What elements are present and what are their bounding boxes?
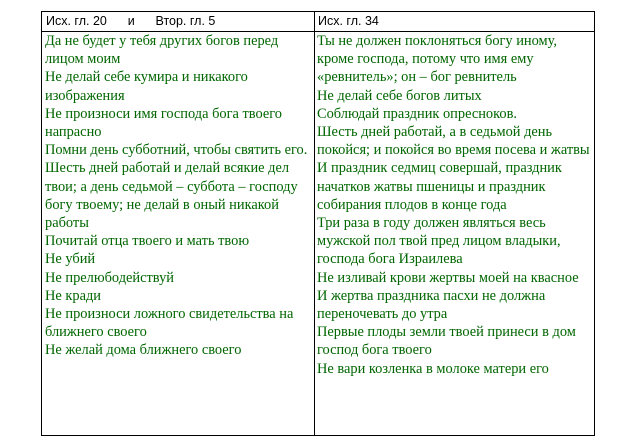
left-item: Да не будет у тебя других богов перед лицом моим <box>45 33 279 68</box>
left-item: Не кради <box>45 287 101 304</box>
left-item: Не желай дома ближнего своего <box>45 342 242 359</box>
left-item: Не убий <box>45 251 96 268</box>
right-item: Не делай себе богов литых <box>317 87 482 104</box>
left-item: Почитай отца твоего и мать твою <box>45 233 250 250</box>
right-item: Не изливай крови жертвы моей на квасное <box>317 269 579 286</box>
right-item: Не вари козленка в молоке матери его <box>317 360 549 377</box>
left-item: Не произноси ложного свидетельства на ближнего своего <box>45 306 294 341</box>
left-item: Помни день субботний, чтобы святить его. Шесть дней работай и делай всякие дел твои; а день седьмой – суббота – господу богу твоему; не делай в оный никакой работы <box>45 142 308 232</box>
header-left-exodus20-deut5: Исх. гл. 20 и Втор. гл. 5 <box>46 14 216 28</box>
right-item: Первые плоды земли твоей принеси в дом господ бога твоего <box>317 324 576 359</box>
left-item: Не прелюбодействуй <box>45 269 174 286</box>
right-item: И жертва праздника пасхи не должна переночевать до утра <box>317 287 546 323</box>
right-item: Три раза в году должен являться весь мужской пол твой пред лицом владыки, господа бога Израилева <box>317 215 561 268</box>
right-item: Соблюдай праздник опресноков. <box>317 105 517 122</box>
right-item: Ты не должен поклоняться богу иному, кроме господа, потому что имя ему «ревнитель»; он – бог ревнитель <box>317 33 558 86</box>
right-column <box>317 32 593 378</box>
column-divider <box>314 12 315 435</box>
right-item: Шесть дней работай, а в седьмой день покойся; и покойся во время посева и жатвы <box>317 124 590 159</box>
commandments-table <box>41 11 595 436</box>
right-item: И праздник седмиц совершай, праздник начатков жатвы пшеницы и праздник собирания плодов в конце года <box>317 160 562 213</box>
left-item: Не произноси имя господа бога твоего напрасно <box>45 105 282 141</box>
header-right-exodus34: Исх. гл. 34 <box>318 14 379 28</box>
left-item: Не делай себе кумира и никакого изображения <box>45 69 248 104</box>
left-column <box>45 32 311 360</box>
table-header-row <box>42 12 594 32</box>
